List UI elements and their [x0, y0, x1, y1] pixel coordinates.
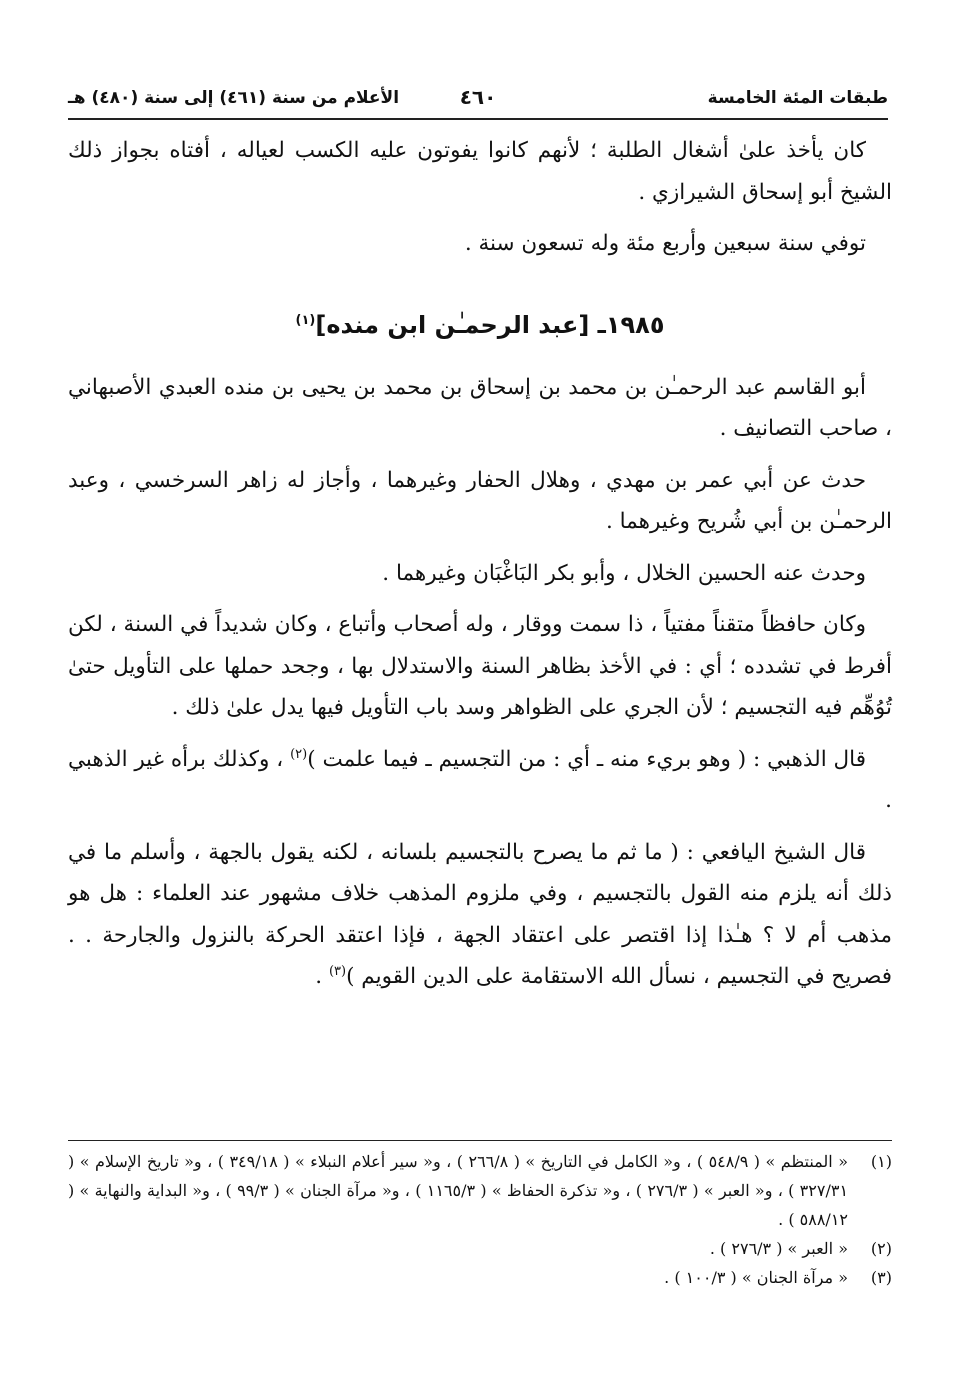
period-title: الأعلام من سنة (٤٦١) إلى سنة (٤٨٠) هـ — [68, 88, 400, 108]
footnote — [68, 1234, 892, 1263]
footnote-ref: (١) — [295, 312, 316, 328]
footnotes — [68, 1140, 892, 1292]
page-number: ٤٦٠ — [459, 85, 497, 109]
section-title: طبقات المئة الخامسة — [707, 88, 888, 108]
entry-heading — [68, 305, 892, 345]
quote-tail: . — [315, 964, 329, 989]
paragraph-dhahabi-quote — [68, 739, 892, 822]
footnote-text: « المنتظم » ( ٥٤٨/٩ ) ، و« الكامل في التاريخ » ( ٢٦٦/٨ ) ، و« سير أعلام النبلاء » ( ٣٤٩/١٨ ) ، و« تاريخ الإسلام » ( ٣٢٧/٣١ ) ، و« العبر » ( ٢٧٦/٣ ) ، و« تذكرة الحفاظ » ( ١١٦٥/٣ ) ، و« مرآة الجنان » ( ٩٩/٣ ) ، و« البداية والنهاية » ( ٥٨٨/١٢ ) . — [68, 1152, 849, 1229]
main-text — [68, 130, 892, 1008]
paragraph: حدث عن أبي عمر بن مهدي ، وهلال الحفار وغيرهما ، وأجاز له زاهر السرخسي ، وعبد الرحمـٰن بن أبي شُريح وغيرهما . — [68, 467, 892, 534]
paragraph: وكان حافظاً متقناً مفتياً ، ذا سمت ووقار ، وله أصحاب وأتباع ، وكان شديداً في السنة ، لكن أفرط في تشدده ؛ أي : في الأخذ بظاهر السنة والاستدلال بها ، وجحد حملها على التأويل حتىٰ تُوُهِّم فيه التجسيم ؛ لأن الجري على الظواهر وسد باب التأويل فيها يدل علىٰ ذلك . — [68, 612, 892, 720]
footnote — [68, 1147, 892, 1234]
paragraph: وحدث عنه الحسين الخلال ، وأبو بكر البَاغْبَان وغيرهما . — [382, 560, 866, 586]
paragraph: توفي سنة سبعين وأربع مئة وله تسعون سنة . — [464, 231, 866, 256]
footnote-text: « مرآة الجنان » ( ١٠٠/٣ ) . — [664, 1268, 848, 1287]
footnote-number: (١) — [870, 1152, 892, 1171]
entry-heading-text: ١٩٨٥ـ [عبد الرحمـٰن ابن منده] — [315, 310, 665, 339]
footnote-ref: (٣) — [328, 963, 347, 979]
running-header — [68, 84, 888, 120]
quote-tail: ، وكذلك برأه غير الذهبي . — [68, 746, 892, 813]
paragraph: أبو القاسم عبد الرحمـٰن بن محمد بن إسحاق بن محمد بن يحيى بن منده العبدي الأصبهاني ، صاحب التصانيف . — [68, 374, 892, 441]
footnote — [68, 1263, 892, 1292]
footnote-divider — [68, 1140, 892, 1141]
footnote-ref: (٢) — [290, 746, 308, 762]
footnote-text: « العبر » ( ٢٧٦/٣ ) . — [709, 1239, 848, 1258]
footnote-number: (٢) — [870, 1239, 892, 1258]
footnote-number: (٣) — [870, 1268, 892, 1287]
quote-text: قال الشيخ اليافعي : ( ما ثم ما يصرح بالتجسيم بلسانه ، لكنه يقول بالجهة ، وأسلم ما في ذلك أنه يلزم منه القول بالتجسيم ، وفي ملزوم المذهب خلاف مشهور عند العلماء : هل هو مذهب أم لا ؟ هـٰذا إذا اقتصر على اعتقاد الجهة ، فإذا اعتقد الحركة بالنزول والجارحة . . فصريح في التجسيم ، نسأل الله الاستقامة على الدين القويم ) — [68, 839, 892, 989]
quote-text: قال الذهبي : ( وهو بريء منه ـ أي : من التجسيم ـ فيما علمت ) — [307, 746, 866, 772]
paragraph: كان يأخذ علىٰ أشغال الطلبة ؛ لأنهم كانوا يفوتون عليه الكسب لعياله ، أفتاه بجواز ذلك الشيخ أبو إسحاق الشيرازي . — [68, 138, 892, 205]
paragraph-yafii-quote — [68, 832, 892, 998]
